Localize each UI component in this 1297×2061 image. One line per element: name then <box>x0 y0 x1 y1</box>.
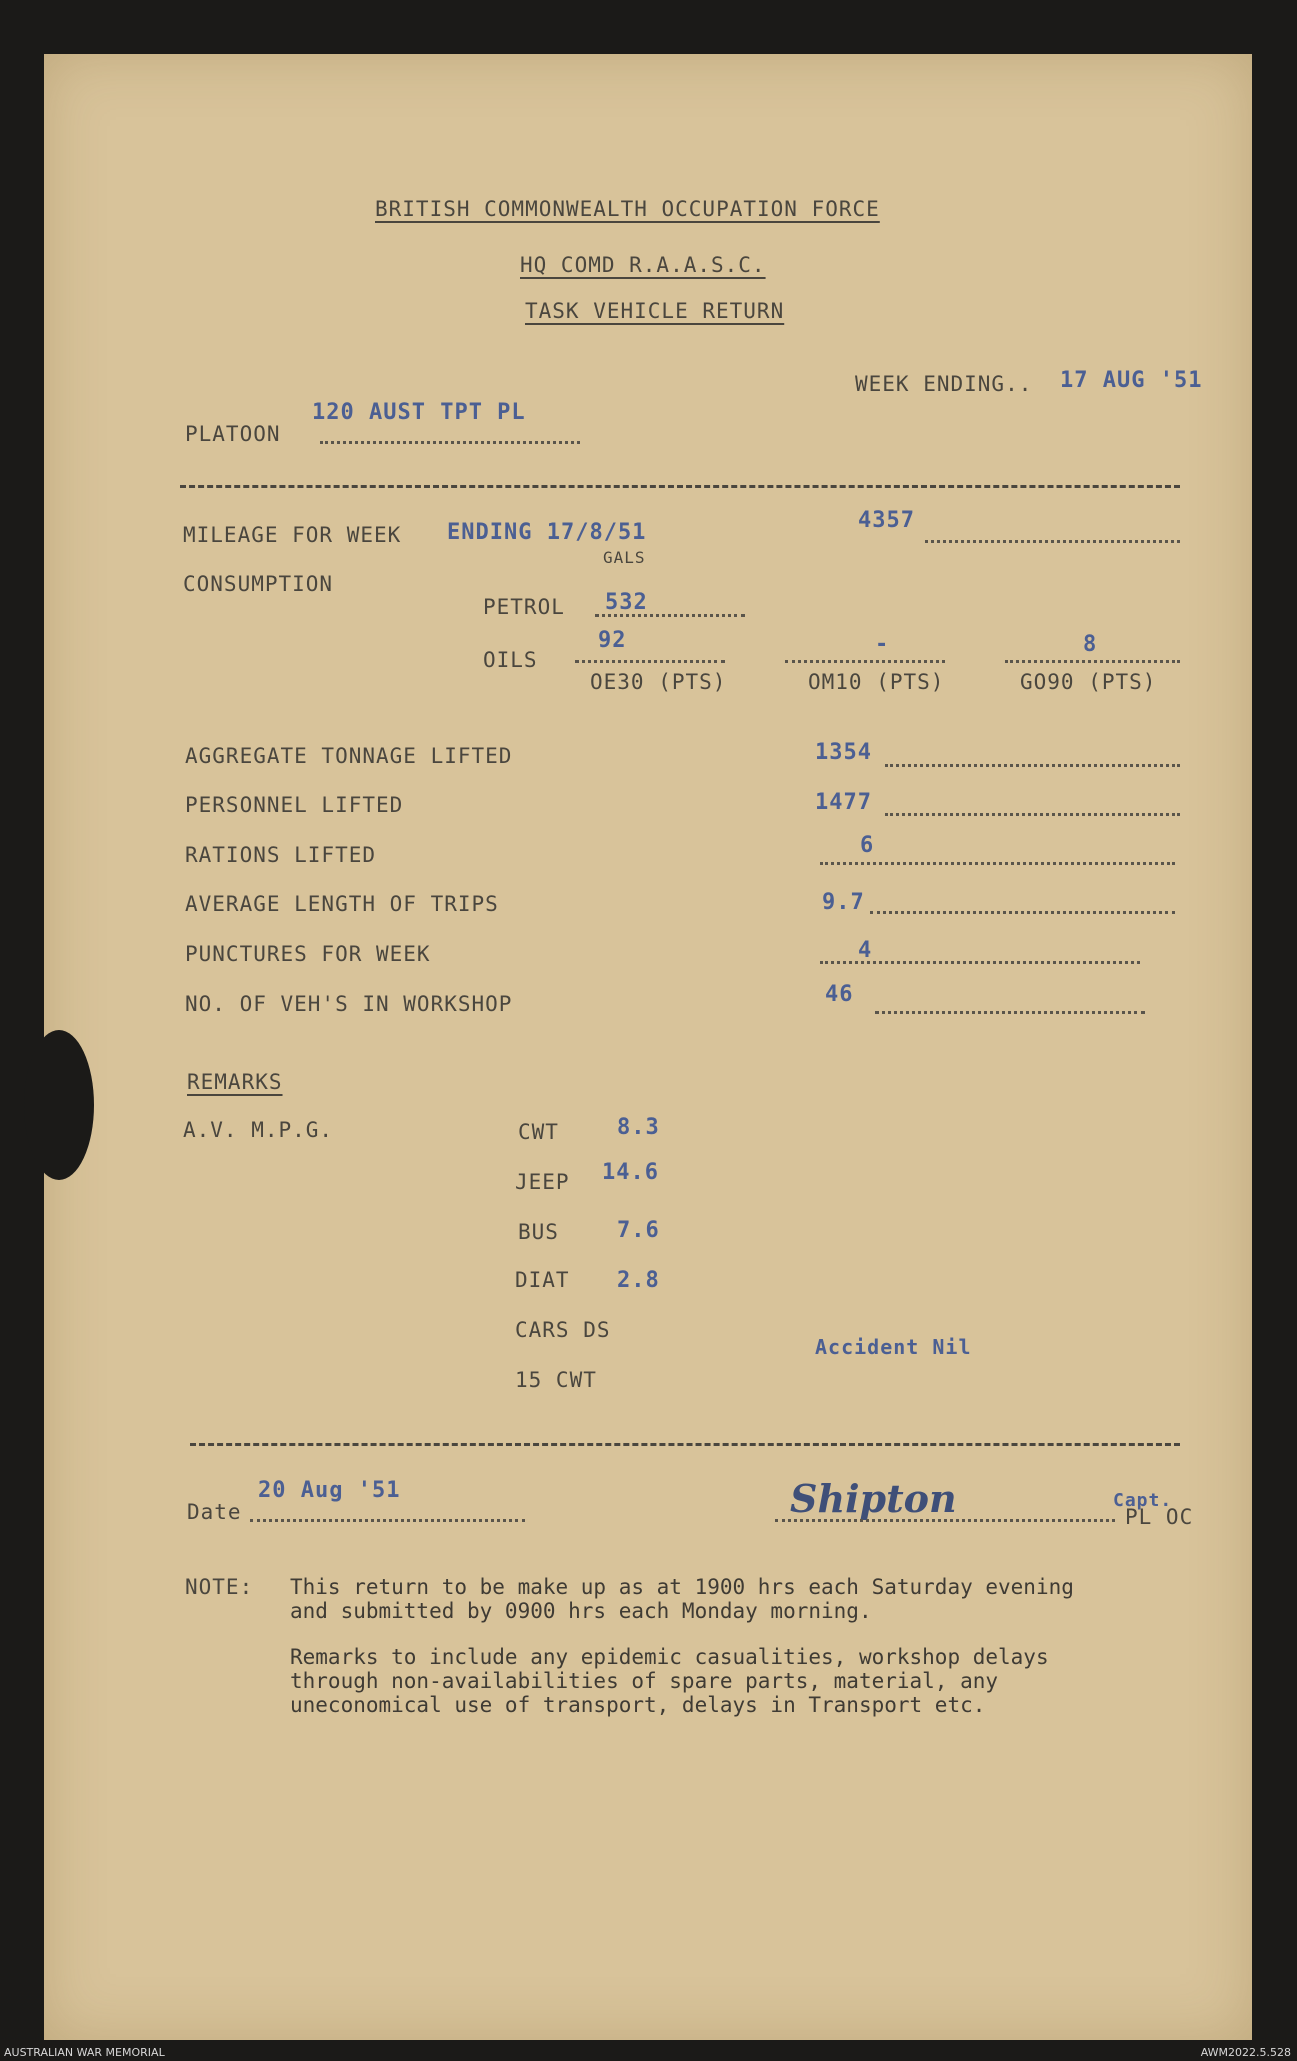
separator-bottom <box>190 1443 1180 1446</box>
stat-dots-workshop <box>875 1011 1145 1014</box>
oil-dots-3 <box>1005 660 1180 663</box>
stat-label-personnel: PERSONNEL LIFTED <box>185 793 404 817</box>
oil-value-om10: - <box>875 632 890 657</box>
petrol-label: PETROL <box>483 595 565 619</box>
stat-label-punctures: PUNCTURES FOR WEEK <box>185 942 431 966</box>
oil-value-go90: 8 <box>1083 632 1098 657</box>
mileage-value: 4357 <box>858 508 915 533</box>
mpg-label-cars: CARS DS <box>515 1318 611 1342</box>
signature-dots <box>775 1519 1115 1522</box>
date-value: 20 Aug '51 <box>258 1478 401 1503</box>
accident-note: Accident Nil <box>815 1335 972 1359</box>
note-paragraph-1: This return to be make up as at 1900 hrs each Saturday evening and submitted by 0900 hrs each Monday morning. <box>290 1575 1074 1623</box>
mileage-label: MILEAGE FOR WEEK <box>183 523 402 547</box>
stat-value-personnel: 1477 <box>815 790 872 815</box>
stat-dots-personnel <box>885 813 1180 816</box>
avmpg-label: A.V. M.P.G. <box>183 1118 334 1142</box>
signature: Shipton <box>790 1476 957 1521</box>
torn-edge <box>24 1030 94 1180</box>
separator-top <box>180 485 1180 488</box>
role-label: PL OC <box>1125 1505 1194 1529</box>
oil-value-oe30: 92 <box>598 628 627 653</box>
oils-label: OILS <box>483 648 538 672</box>
gals-label: GALS <box>603 548 646 567</box>
archive-caption-left: AUSTRALIAN WAR MEMORIAL <box>4 2046 165 2059</box>
note-label: NOTE: <box>185 1575 254 1599</box>
oil-label-go90: GO90 (PTS) <box>1020 670 1157 694</box>
document-page <box>44 54 1252 2040</box>
platoon-value: 120 AUST TPT PL <box>312 400 526 425</box>
header-title: TASK VEHICLE RETURN <box>525 299 785 323</box>
mpg-value-bus: 7.6 <box>617 1218 660 1243</box>
stat-value-workshop: 46 <box>825 982 854 1007</box>
oil-label-oe30: OE30 (PTS) <box>590 670 727 694</box>
platoon-dots <box>320 441 580 444</box>
stat-value-rations: 6 <box>860 833 875 858</box>
platoon-label: PLATOON <box>185 422 281 446</box>
date-dots <box>250 1519 525 1522</box>
stat-value-trips: 9.7 <box>822 890 865 915</box>
stat-label-trips: AVERAGE LENGTH OF TRIPS <box>185 892 499 916</box>
mpg-value-cwt: 8.3 <box>617 1115 660 1140</box>
petrol-value: 532 <box>605 590 648 615</box>
mileage-handwritten: ENDING 17/8/51 <box>447 520 647 545</box>
stat-label-tonnage: AGGREGATE TONNAGE LIFTED <box>185 744 513 768</box>
consumption-label: CONSUMPTION <box>183 572 334 596</box>
note-paragraph-2: Remarks to include any epidemic casualities, workshop delays through non-availabilities of spare parts, material, any uneconomical use of transport, delays in Transport etc. <box>290 1645 1049 1717</box>
oil-label-om10: OM10 (PTS) <box>808 670 945 694</box>
rank-value: Capt. <box>1113 1490 1173 1511</box>
oil-dots-2 <box>785 660 945 663</box>
stat-dots-punctures <box>820 961 1140 964</box>
mpg-label-diat: DIAT <box>515 1268 570 1292</box>
mpg-label-bus: BUS <box>518 1220 559 1244</box>
header-command: HQ COMD R.A.A.S.C. <box>520 253 766 277</box>
stat-dots-tonnage <box>885 764 1180 767</box>
stat-label-rations: RATIONS LIFTED <box>185 843 377 867</box>
mpg-label-15cwt: 15 CWT <box>515 1368 597 1392</box>
stat-value-tonnage: 1354 <box>815 740 872 765</box>
week-ending-value: 17 AUG '51 <box>1060 368 1203 393</box>
week-ending-label: WEEK ENDING.. <box>855 372 1033 396</box>
stat-dots-rations <box>820 862 1175 865</box>
petrol-dots <box>595 614 745 617</box>
mpg-value-jeep: 14.6 <box>602 1160 659 1185</box>
mileage-dots <box>925 540 1180 543</box>
oil-dots-1 <box>575 660 725 663</box>
stat-dots-trips <box>870 911 1175 914</box>
mpg-label-cwt: CWT <box>518 1120 559 1144</box>
header-force: BRITISH COMMONWEALTH OCCUPATION FORCE <box>375 197 880 221</box>
mpg-value-diat: 2.8 <box>617 1268 660 1293</box>
mpg-label-jeep: JEEP <box>515 1170 570 1194</box>
stat-label-workshop: NO. OF VEH'S IN WORKSHOP <box>185 992 513 1016</box>
archive-caption-right: AWM2022.5.528 <box>1200 2046 1291 2059</box>
date-label: Date <box>187 1500 242 1524</box>
remarks-title: REMARKS <box>187 1070 283 1094</box>
stat-value-punctures: 4 <box>858 938 873 963</box>
